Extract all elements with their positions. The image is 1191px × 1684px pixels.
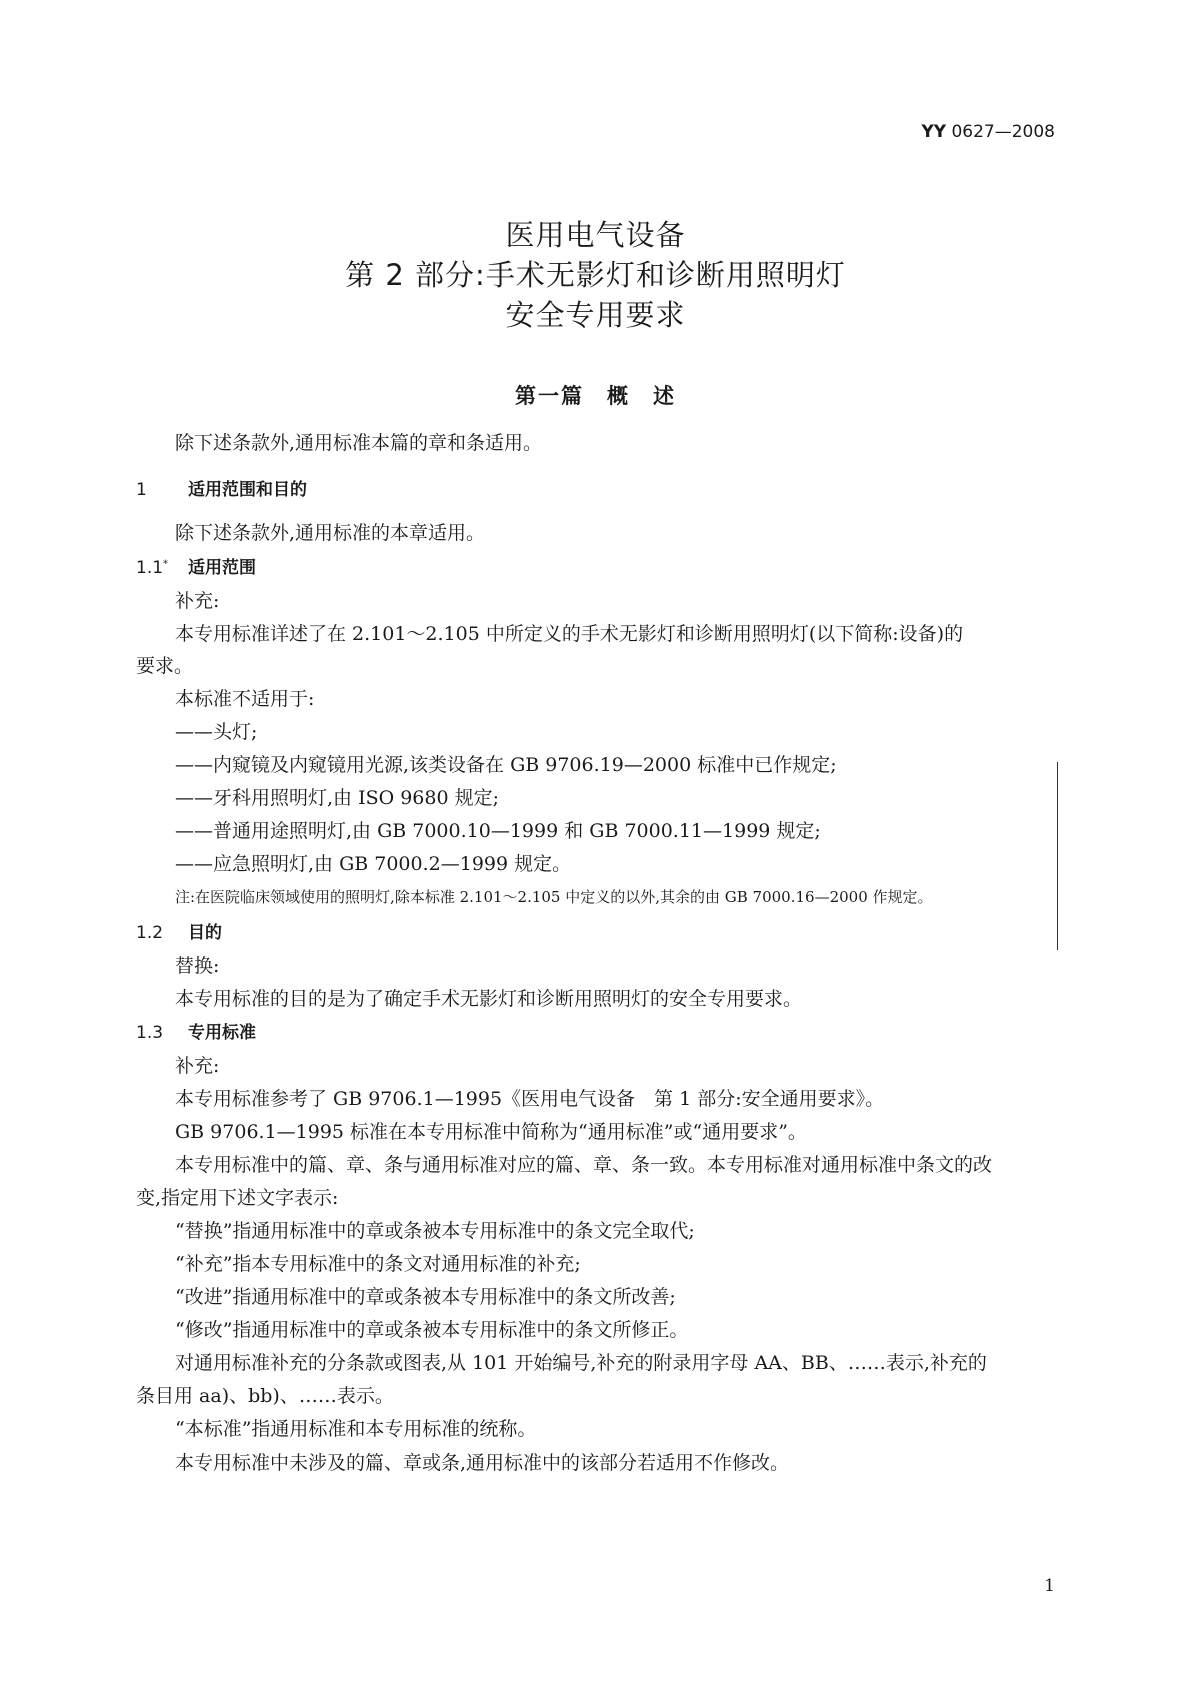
- title-line-3: 安全专用要求: [505, 298, 686, 332]
- list-item: ——牙科用照明灯,由 ISO 9680 规定;: [175, 787, 500, 809]
- section-1-3-para-1: 本专用标准参考了 GB 9706.1—1995《医用电气设备 第 1 部分:安全通用要求》。: [175, 1088, 885, 1110]
- section-1-3-para-2: GB 9706.1—1995 标准在本专用标准中简称为“通用标准”或“通用要求”。: [175, 1121, 807, 1143]
- section-1-paragraph: 除下述条款外,通用标准的本章适用。: [175, 522, 486, 544]
- section-1-3-para-4: “替换”指通用标准中的章或条被本专用标准中的条文完全取代;: [175, 1220, 695, 1242]
- title-line-2: 第 2 部分:手术无影灯和诊断用照明灯: [345, 258, 846, 292]
- section-title: 目的: [188, 923, 222, 943]
- section-number: 1.2: [136, 923, 164, 943]
- section-1-3-para-5: “补充”指本专用标准中的条文对通用标准的补充;: [175, 1253, 581, 1275]
- section-1-3-para-9: “本标准”指通用标准和本专用标准的统称。: [175, 1418, 537, 1440]
- intro-paragraph: 除下述条款外,通用标准本篇的章和条适用。: [175, 432, 543, 454]
- section-1-1-note: 注:在医院临床领域使用的照明灯,除本标准 2.101～2.105 中定义的以外,其余的由 GB 7000.16—2000 作规定。: [175, 888, 933, 906]
- list-item: ——应急照明灯,由 GB 7000.2—1999 规定。: [175, 853, 572, 875]
- section-1-3-para-6: “改进”指通用标准中的章或条被本专用标准中的条文所改善;: [175, 1286, 676, 1308]
- section-1-3-label: 补充:: [175, 1055, 220, 1077]
- part-heading: 第一篇 概 述: [515, 384, 676, 408]
- standard-code-prefix: YY: [921, 122, 947, 142]
- list-item: ——普通用途照明灯,由 GB 7000.10—1999 和 GB 7000.11—1999 规定;: [175, 820, 821, 842]
- section-1-2-label: 替换:: [175, 955, 220, 977]
- asterisk-mark: *: [163, 558, 169, 570]
- section-1-3-heading: [136, 1018, 256, 1043]
- section-1-3-para-8a: 对通用标准补充的分条款或图表,从 101 开始编号,补充的附录用字母 AA、BB、……表示,补充的: [175, 1352, 987, 1374]
- list-item: ——内窥镜及内窥镜用光源,该类设备在 GB 9706.19—2000 标准中已作规定;: [175, 754, 837, 776]
- section-title: 适用范围: [188, 558, 256, 578]
- section-1-1-para-1b: 要求。: [136, 655, 194, 677]
- list-item: ——头灯;: [175, 721, 258, 743]
- section-1-3-para-10: 本专用标准中未涉及的篇、章或条,通用标准中的该部分若适用不作修改。: [175, 1452, 790, 1474]
- section-1-1-para-2: 本标准不适用于:: [175, 688, 315, 710]
- section-1-3-para-3a: 本专用标准中的篇、章、条与通用标准对应的篇、章、条一致。本专用标准对通用标准中条文的改: [175, 1154, 993, 1176]
- section-1-1-para-1a: 本专用标准详述了在 2.101～2.105 中所定义的手术无影灯和诊断用照明灯(以下简称:设备)的: [175, 623, 964, 645]
- section-title: 适用范围和目的: [188, 480, 307, 500]
- section-1-2-paragraph: 本专用标准的目的是为了确定手术无影灯和诊断用照明灯的安全专用要求。: [175, 988, 803, 1010]
- section-number: 1: [136, 480, 147, 500]
- section-1-3-para-7: “修改”指通用标准中的章或条被本专用标准中的条文所修正。: [175, 1319, 689, 1341]
- standard-code-number: 0627—2008: [946, 122, 1055, 142]
- section-1-3-para-8b: 条目用 aa)、bb)、……表示。: [136, 1385, 394, 1407]
- standard-code: [921, 122, 1055, 142]
- section-title: 专用标准: [188, 1023, 256, 1043]
- section-1-2-heading: [136, 918, 222, 943]
- title-line-1: 医用电气设备: [505, 218, 686, 252]
- section-1-3-para-3b: 变,指定用下述文字表示:: [136, 1187, 339, 1209]
- section-1-heading: [136, 475, 307, 500]
- page-number: 1: [1044, 1576, 1055, 1596]
- section-1-1-heading: [136, 553, 256, 578]
- section-number: 1.1*: [136, 558, 169, 578]
- section-1-1-label: 补充:: [175, 590, 220, 612]
- section-number: 1.3: [136, 1023, 164, 1043]
- revision-bar: [1057, 762, 1058, 950]
